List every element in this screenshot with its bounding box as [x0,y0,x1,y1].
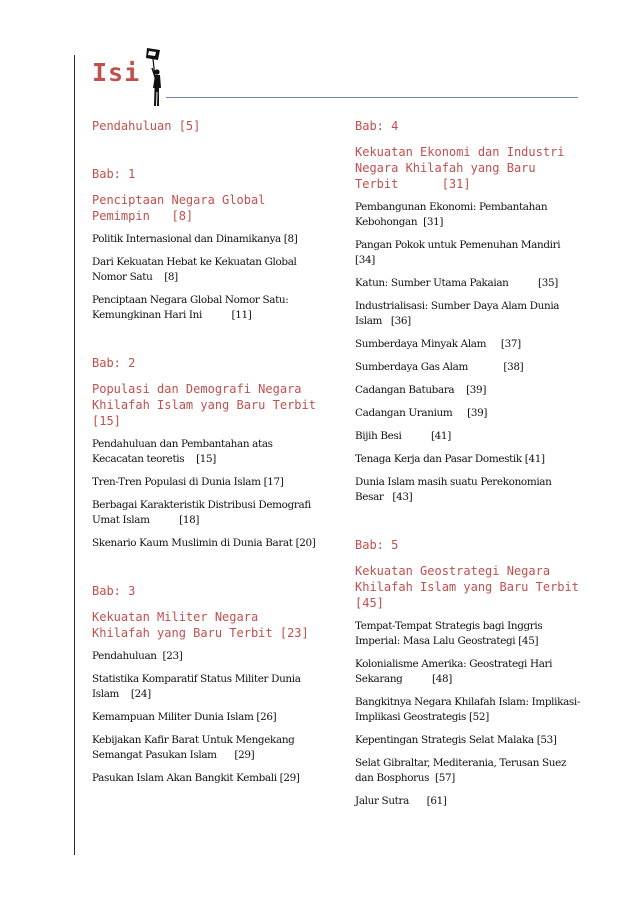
toc-entry[interactable]: Dunia Islam masih suatu Perekonomian Besar [43] [355,476,555,503]
toc-entry[interactable]: Tren-Tren Populasi di Dunia Islam [17] [92,476,284,488]
toc-entry[interactable]: Sumberdaya Gas Alam [38] [355,361,524,373]
toc-entry[interactable]: Kolonialisme Amerika: Geostrategi Hari Sekarang [48] [355,658,556,685]
bab3-label: Bab: 3 [92,584,136,598]
toc-entry[interactable]: Statistika Komparatif Status Militer Dunia Islam [24] [92,673,304,700]
toc-entry[interactable]: Jalur Sutra [61] [355,795,447,807]
toc-entry[interactable]: Pembangunan Ekonomi: Pembantahan Kebohongan [31] [355,201,551,228]
toc-entry[interactable]: Pasukan Islam Akan Bangkit Kembali [29] [92,772,300,784]
toc-entry[interactable]: Kebijakan Kafir Barat Untuk Mengekang Semangat Pasukan Islam [29] [92,734,298,761]
toc-entry[interactable]: Kemampuan Militer Dunia Islam [26] [92,711,277,723]
toc-entry[interactable]: Pendahuluan [23] [92,650,183,662]
bab4-heading[interactable]: Kekuatan Ekonomi dan Industri Negara Khilafah yang Baru Terbit [31] [355,145,572,191]
toc-entry[interactable]: Berbagai Karakteristik Distribusi Demografi Umat Islam [18] [92,499,314,526]
bab3-heading[interactable]: Kekuatan Militer Negara Khilafah yang Baru Terbit [23] [92,610,309,640]
page-title: Isi [92,58,141,87]
flag-bearer-figure-icon [138,46,166,108]
toc-entry[interactable]: Politik Internasional dan Dinamikanya [8] [92,233,298,245]
toc-entry[interactable]: Tenaga Kerja dan Pasar Domestik [41] [355,453,545,465]
bab4-label: Bab: 4 [355,119,399,133]
title-underline-rule [166,97,578,98]
left-margin-rule [74,55,75,855]
toc-entry[interactable]: Penciptaan Negara Global Nomor Satu: Kemungkinan Hari Ini [11] [92,294,292,321]
toc-entry[interactable]: Sumberdaya Minyak Alam [37] [355,338,521,350]
toc-entry[interactable]: Cadangan Batubara [39] [355,384,487,396]
toc-left-column [92,118,324,786]
toc-entry[interactable]: Bijih Besi [41] [355,430,451,442]
toc-entry[interactable]: Tempat-Tempat Strategis bagi Inggris Imperial: Masa Lalu Geostrategi [45] [355,620,546,647]
toc-entry[interactable]: Dari Kekuatan Hebat ke Kekuatan Global Nomor Satu [8] [92,256,300,283]
bab5-heading[interactable]: Kekuatan Geostrategi Negara Khilafah Islam yang Baru Terbit [45] [355,564,587,610]
bab1-heading[interactable]: Penciptaan Negara Global Pemimpin [8] [92,193,273,223]
toc-intro[interactable]: Pendahuluan [5] [92,119,201,133]
toc-entry[interactable]: Pangan Pokok untuk Pemenuhan Mandiri [34] [355,239,590,266]
toc-entry[interactable]: Pendahuluan dan Pembantahan atas Kecacatan teoretis [15] [92,438,276,465]
bab5-label: Bab: 5 [355,538,399,552]
toc-entry[interactable]: Kepentingan Strategis Selat Malaka [53] [355,734,557,746]
toc-entry[interactable]: Katun: Sumber Utama Pakaian [35] [355,277,558,289]
toc-entry[interactable]: Industrialisasi: Sumber Daya Alam Dunia Islam [36] [355,300,563,327]
bab2-heading[interactable]: Populasi dan Demografi Negara Khilafah Islam yang Baru Terbit [15] [92,382,324,428]
toc-entry[interactable]: Skenario Kaum Muslimin di Dunia Barat [20] [92,537,316,549]
toc-entry[interactable]: Selat Gibraltar, Mediterania, Terusan Suez dan Bosphorus [57] [355,757,570,784]
toc-entry[interactable]: Bangkitnya Negara Khilafah Islam: Implikasi-Implikasi Geostrategis [52] [355,696,581,723]
bab1-label: Bab: 1 [92,167,136,181]
bab2-label: Bab: 2 [92,356,136,370]
toc-entry[interactable]: Cadangan Uranium [39] [355,407,488,419]
toc-right-column [355,118,590,809]
